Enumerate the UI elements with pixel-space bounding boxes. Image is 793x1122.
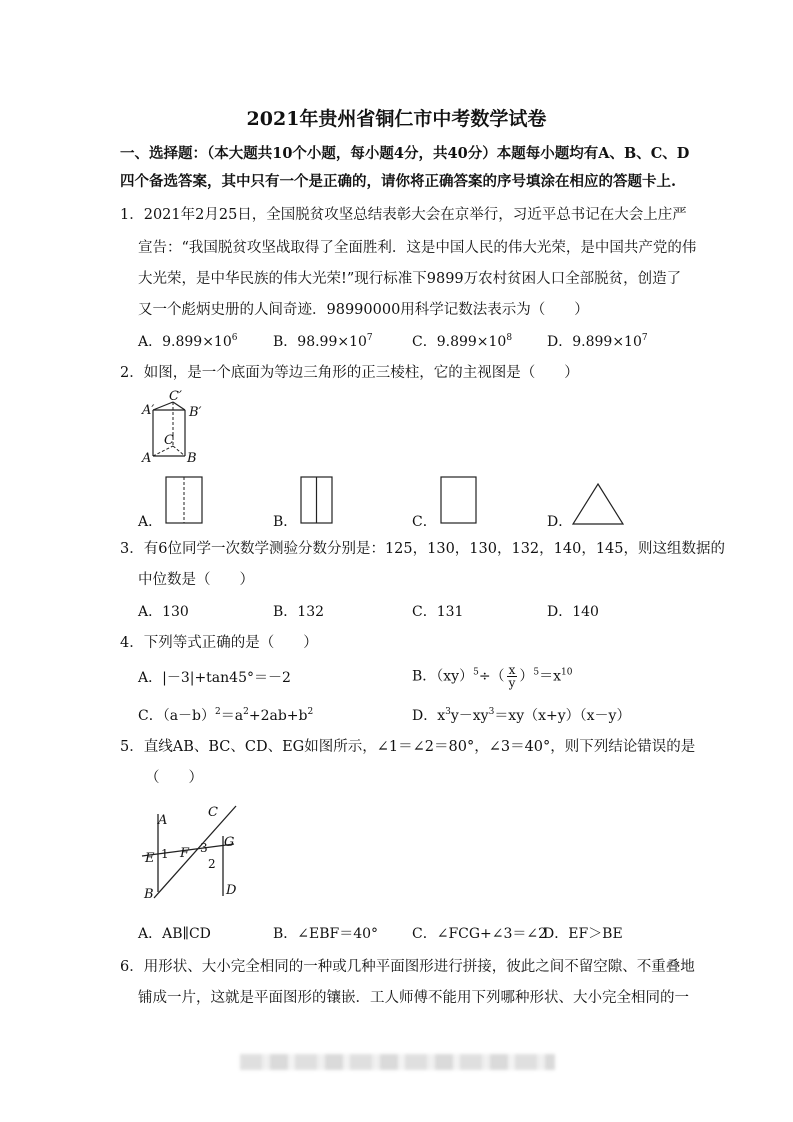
prism-label-c: C [164, 433, 174, 448]
q4-option-b-eq: ＝x [539, 668, 561, 685]
lines-label-g: G [224, 835, 235, 850]
q3-line2: 中位数是（ ） [138, 572, 254, 588]
q5-line1: 5．直线AB、BC、CD、EG如图所示，∠1＝∠2＝80°，∠3＝40°，则下列结论错误的是 [120, 739, 696, 755]
q1-line3: 大光荣，是中华民族的伟大光荣!”现行标准下9899万农村贫困人口全部脱贫，创造了 [138, 271, 682, 287]
q2-option-d-figure [572, 482, 626, 526]
q1-option-a [138, 334, 237, 350]
q2-stem: 2．如图，是一个底面为等边三角形的正三棱柱，它的主视图是（ ） [120, 365, 579, 381]
q4-option-c [138, 708, 313, 724]
q1-option-d-base: 9.899×10 [572, 334, 642, 350]
q6-line2: 铺成一片，这就是平面图形的镶嵌．工人师傅不能用下列哪种形状、大小完全相同的一 [138, 990, 689, 1006]
prism-label-b-prime: B′ [189, 405, 202, 420]
q3-option-c: C．131 [412, 604, 464, 620]
lines-label-f: F [180, 846, 190, 861]
q2-option-a-label: A． [138, 514, 163, 530]
lines-label-d: D [226, 883, 237, 898]
q1-option-a-base: 9.899×10 [162, 334, 232, 350]
q5-option-b: B．∠EBF＝40° [273, 926, 379, 942]
lines-label-e: E [145, 851, 155, 866]
q1-option-b-label: B． [273, 334, 298, 350]
q2-option-a-figure [165, 476, 205, 526]
q4-option-b-close: ） [519, 668, 534, 685]
prism-figure [135, 390, 215, 470]
q1-line4: 又一个彪炳史册的人间奇迹．98990000用科学记数法表示为（ ） [138, 302, 589, 318]
q1-option-c-base: 9.899×10 [436, 334, 507, 350]
section-instruction-line1: 一、选择题：（本大题共10个小题，每小题4分，共40分）本题每小题均有A、B、C、D [120, 145, 690, 162]
q4-option-c-e3: 2 [307, 707, 314, 717]
prism-label-a: A [142, 451, 152, 466]
q4-option-d-e1: 3 [445, 707, 451, 717]
q1-line1: 1．2021年2月25日，全国脱贫攻坚总结表彰大会在京举行，习近平总书记在大会上庄严 [120, 207, 687, 223]
q1-option-d-label: D． [547, 334, 573, 350]
q4-option-b-exp1: 5 [473, 667, 479, 678]
q2-option-c-figure [440, 476, 480, 526]
q1-option-a-exp: 6 [231, 333, 238, 343]
section-instruction-line2: 四个备选答案，其中只有一个是正确的，请你将正确答案的序号填涂在相应的答题卡上. [120, 173, 677, 190]
q4-option-d-e2: 3 [488, 707, 495, 717]
q3-option-a: A．130 [138, 604, 189, 620]
q3-line1: 3．有6位同学一次数学测验分数分别是：125，130，130，132，140，145，则这组数据的 [120, 541, 726, 557]
page-title: 2021年贵州省铜仁市中考数学试卷 [246, 108, 547, 130]
q4-stem: 4．下列等式正确的是（ ） [120, 635, 318, 651]
lines-figure [140, 800, 250, 910]
q3-option-d: D．140 [547, 604, 599, 620]
q1-option-c-exp: 8 [506, 333, 513, 343]
q1-option-b [273, 334, 373, 350]
q5-option-c: C．∠FCG+∠3＝∠2 [412, 926, 548, 942]
lines-label-angle-3: 3 [200, 841, 208, 855]
prism-label-b: B [187, 451, 197, 466]
q4-option-b-exp2: 5 [533, 667, 540, 678]
q2-option-d-label: D． [547, 514, 573, 530]
q1-option-a-label: A． [138, 334, 163, 350]
q4-option-b-fraction [507, 664, 518, 689]
prism-label-c-prime: C′ [169, 389, 182, 404]
q2-option-c-label: C． [412, 514, 437, 530]
q4-option-b-denominator: y [508, 676, 516, 690]
q5-option-a: A．AB∥CD [138, 926, 211, 942]
q4-option-b-label: B．（xy） [412, 668, 474, 685]
q4-option-c-e1: 2 [215, 707, 221, 717]
q6-line1: 6．用形状、大小完全相同的一种或几种平面图形进行拼接，彼此之间不留空隙、不重叠地 [120, 959, 695, 975]
q4-option-b-numerator: x [508, 663, 516, 677]
footer-watermark [240, 1054, 555, 1070]
q1-option-d [547, 334, 648, 350]
q3-option-b: B．132 [273, 604, 325, 620]
q1-option-b-base: 98.99×10 [297, 334, 367, 350]
q1-option-d-exp: 7 [641, 333, 648, 343]
q4-option-c-e2: 2 [243, 707, 249, 717]
q4-option-b [412, 664, 572, 689]
q4-option-c-rest: +2ab+b [248, 708, 308, 724]
q1-option-c [412, 334, 512, 350]
lines-label-b: B [144, 887, 154, 902]
q4-option-b-div: ÷（ [478, 668, 505, 685]
q4-option-d-label: D．x [412, 708, 446, 724]
q4-option-c-label: C．（a－b） [138, 708, 216, 724]
q1-line2: 宣告：“我国脱贫攻坚战取得了全面胜利．这是中国人民的伟大光荣，是中国共产党的伟 [138, 240, 697, 256]
q1-option-b-exp: 7 [366, 333, 373, 343]
q1-option-c-label: C． [412, 334, 437, 350]
lines-label-a: A [158, 813, 168, 828]
q4-option-d-mid: y－xy [450, 708, 489, 724]
q2-option-b-label: B． [273, 514, 298, 530]
q4-option-c-mid: ＝a [220, 708, 244, 724]
q4-option-d-rest: ＝xy（x+y）（x－y） [494, 708, 631, 724]
prism-label-a-prime: A′ [142, 403, 155, 418]
q4-option-b-exp3: 10 [560, 667, 573, 678]
q4-option-d [412, 708, 630, 724]
lines-label-c: C [208, 805, 218, 820]
lines-label-angle-2: 2 [208, 857, 216, 871]
q5-line2: （ ） [145, 770, 203, 786]
q4-option-a: A．|－3|+tan45°＝－2 [138, 670, 291, 686]
lines-label-angle-1: 1 [161, 847, 169, 861]
q5-option-d: D．EF＞BE [543, 926, 623, 942]
q2-option-b-figure [300, 476, 336, 526]
